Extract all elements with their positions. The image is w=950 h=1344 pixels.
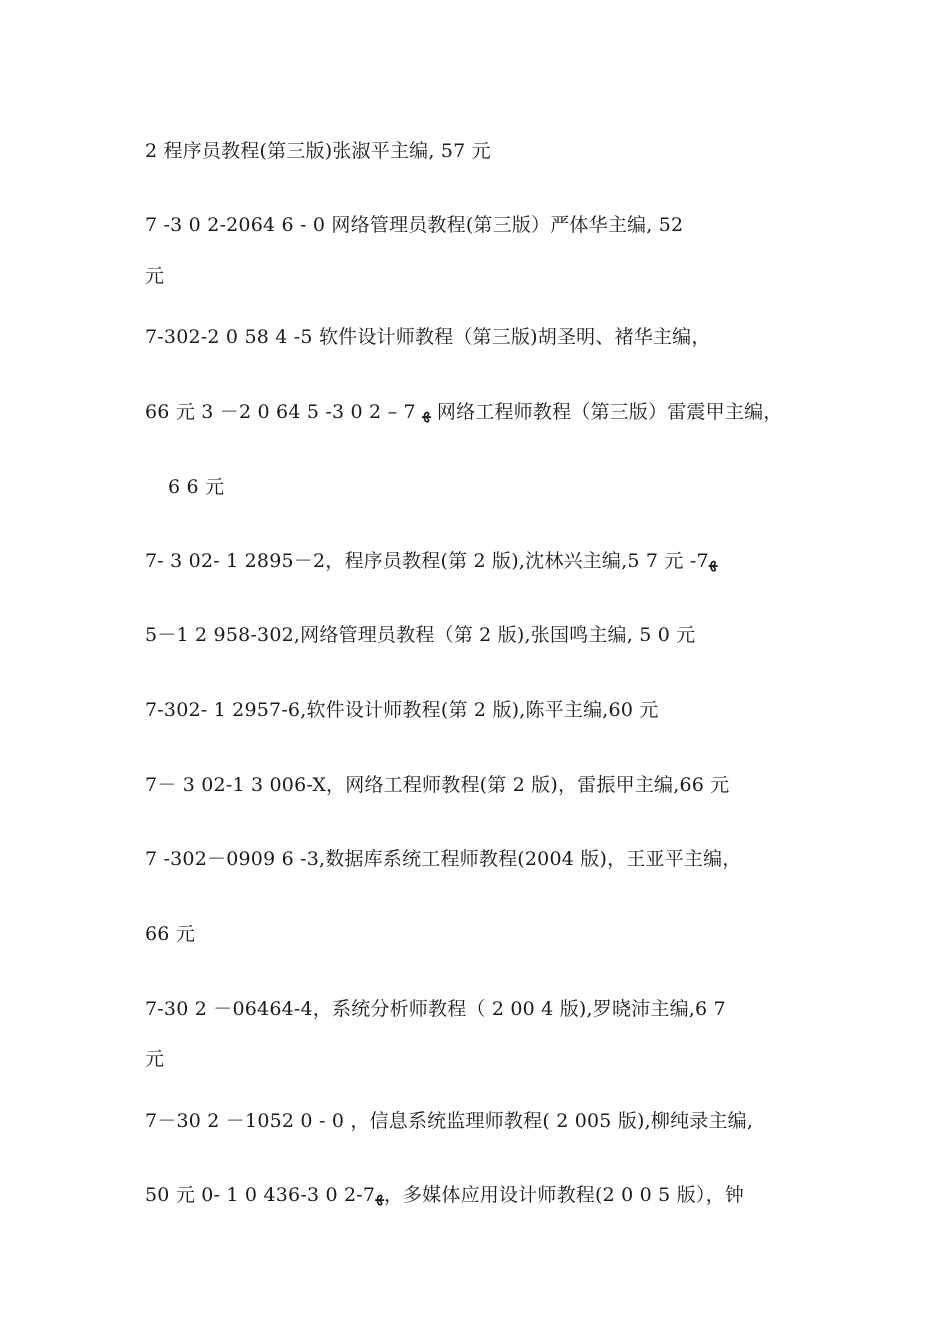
text-line-1: 2 程序员教程(第三版)张淑平主编, 57 元 (145, 140, 491, 162)
text-line-7: 7- 3 02- 1 2895－2，程序员教程(第 2 版),沈林兴主编,5 7 元 -7ﻬ (145, 550, 718, 572)
text-line-5: 66 元 3 －2 0 64 5 -3 0 2 – 7 ﻿ﻬ 网络工程师教程（第三版）雷震甲主编， (145, 401, 783, 423)
text-line-15: 7－30 2 －1052 0 - 0 ，信息系统监理师教程( 2 005 版),柳纯录主编, (145, 1110, 754, 1132)
text-line-3: 元 (145, 265, 165, 287)
text-line-9: 7-302- 1 2957-6,软件设计师教程(第 2 版),陈平主编,60 元 (145, 699, 659, 721)
text-line-2: 7 -3 0 2-2064 6 - 0 网络管理员教程(第三版）严体华主编, 52 (145, 214, 684, 236)
text-line-4: 7-302-2 0 58 4 -5 软件设计师教程（第三版)胡圣明、褚华主编， (145, 326, 711, 348)
text-line-8: 5－1 2 958-302,网络管理员教程（第 2 版),张国鸣主编, 5 0 元 (145, 624, 696, 646)
text-line-11: 7 -302－0909 6 -3,数据库系统工程师教程(2004 版)，王亚平主编， (145, 848, 742, 870)
text-line-10: 7－ 3 02-1 3 006-X，网络工程师教程(第 2 版)，雷振甲主编,66 元 (145, 774, 730, 796)
text-line-16: 50 元 0- 1 0 436-3 0 2-7ﻬ，多媒体应用设计师教程(2 0 0 5 版），钟 (145, 1184, 744, 1206)
text-line-12: 66 元 (145, 923, 196, 945)
text-line-13: 7-30 2 －06464-4，系统分析师教程（ 2 00 4 版),罗晓沛主编,6 7 (145, 998, 726, 1020)
text-line-14: 元 (145, 1048, 165, 1070)
text-line-6: 6 6 元 (168, 476, 225, 498)
